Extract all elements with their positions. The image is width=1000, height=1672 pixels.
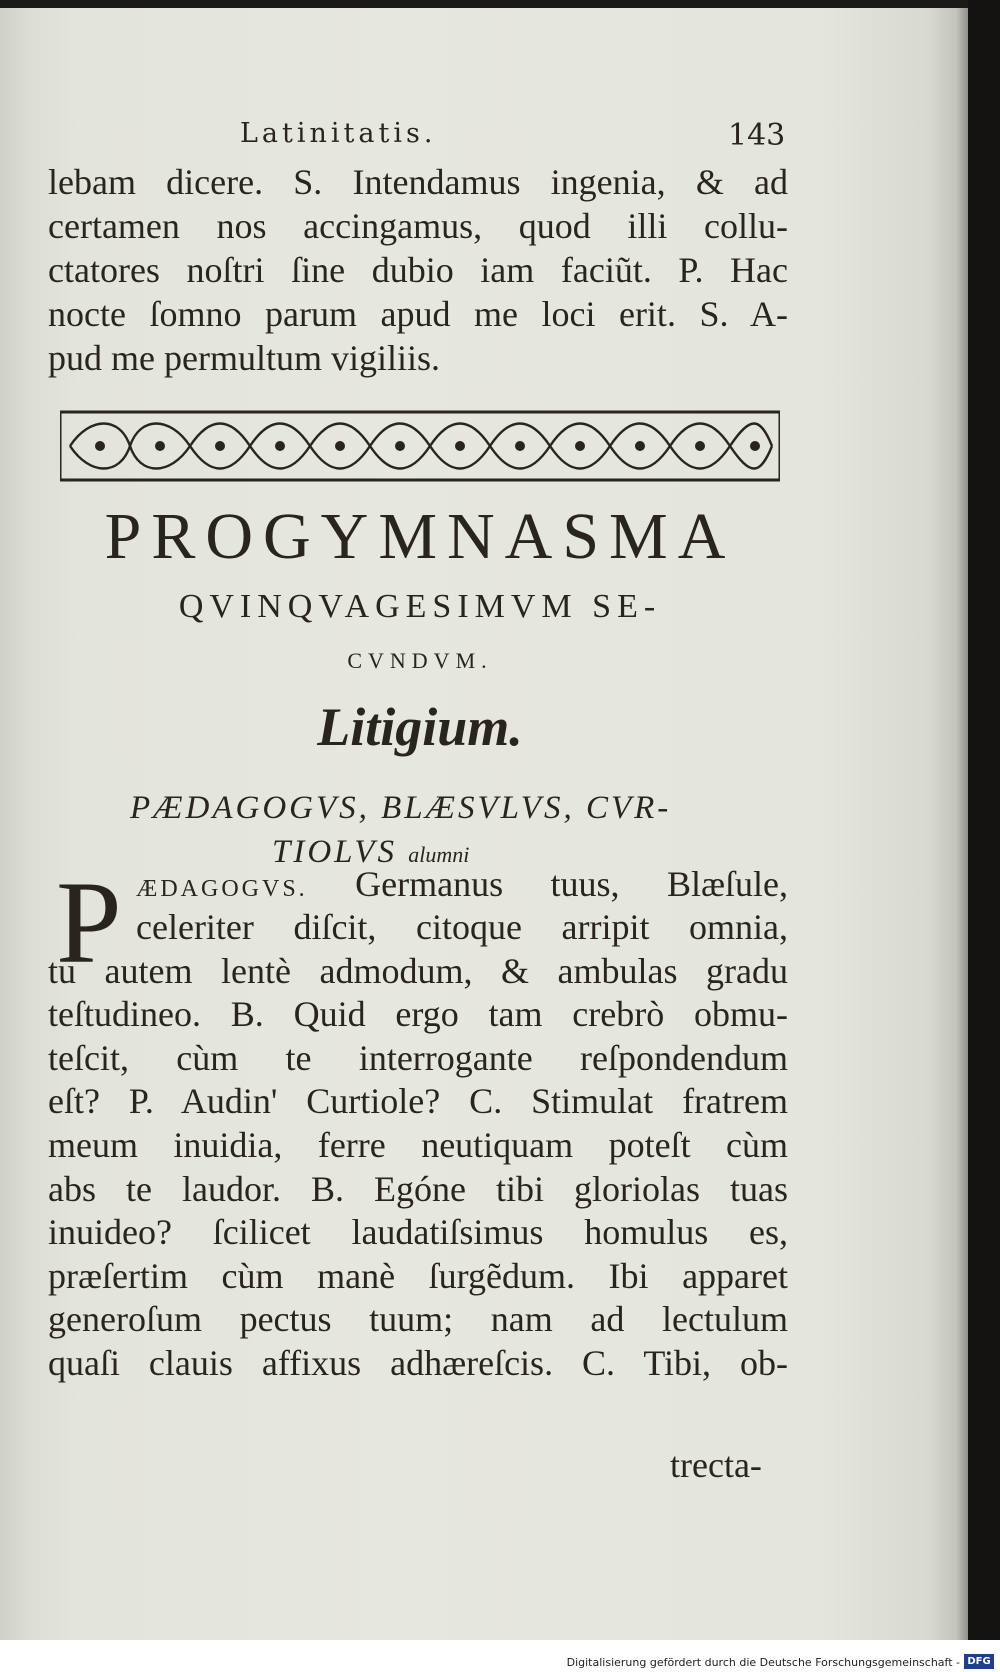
persons-names: TIOLVS xyxy=(272,834,397,870)
section-subtitle-1: QVINQVAGESIMVM SE- xyxy=(178,588,662,625)
body-first-line xyxy=(136,862,788,911)
body-text-line xyxy=(48,1210,788,1254)
body-text-line xyxy=(48,992,788,1036)
body-text-line xyxy=(48,1079,788,1123)
running-head: Latinitatis. xyxy=(240,118,437,149)
top-text-line xyxy=(48,204,788,248)
top-text-line xyxy=(48,292,788,336)
body-text-line xyxy=(48,1167,788,1211)
speaker-smallcaps: ÆDAGOGVS. xyxy=(136,876,308,902)
body-text-line-content: præſertim cùm manè ſurgẽdum. Ibi apparet xyxy=(48,1255,788,1296)
first-line-text: Germanus tuus, Blæſule, xyxy=(355,864,789,904)
footer-credit: Digitalisierung gefördert durch die Deutsche Forschungsgemeinschaft - xyxy=(566,1656,960,1669)
section-title: PROGYMNASMA xyxy=(104,500,736,573)
persons-note: alumni xyxy=(408,842,470,867)
top-text-line-content: pud me permultum vigiliis. xyxy=(48,338,440,378)
body-text-line xyxy=(48,1297,788,1341)
ornament-band xyxy=(60,410,780,482)
dramatis-personae-1: PÆDAGOGVS, BLÆSVLVS, CVR- xyxy=(130,790,672,826)
body-text-line xyxy=(48,1341,788,1385)
top-text-line xyxy=(48,160,788,204)
body-text-line-content: abs te laudor. B. Egóne tibi gloriolas tuas xyxy=(48,1168,788,1209)
body-text-line-content: eſt? P. Audin' Curtiole? C. Stimulat fratrem xyxy=(48,1081,788,1122)
body-text-line-content: quaſi clauis affixus adhæreſcis. C. Tibi, ob- xyxy=(48,1343,788,1383)
top-text-line xyxy=(48,248,788,292)
body-text-line-content: tu autem lentè admodum, & ambulas gradu xyxy=(48,950,788,991)
section-heading: Litigium. xyxy=(317,697,523,757)
body-text-line xyxy=(48,949,788,993)
body-text-line-content: generoſum pectus tuum; nam ad lectulum xyxy=(48,1299,788,1340)
drop-capital: P xyxy=(56,857,122,988)
top-text-line-content: lebam dicere. S. Intendamus ingenia, & ad xyxy=(48,162,788,202)
body-text-line-content: teſtudineo. B. Quid ergo tam crebrò obmu- xyxy=(48,994,788,1035)
top-text-line xyxy=(48,336,788,380)
body-text-line xyxy=(48,1254,788,1298)
body-text-line-content: inuideo? ſcilicet laudatiſsimus homulus es, xyxy=(48,1212,788,1253)
scan-top-edge xyxy=(0,0,1000,8)
body-text-line xyxy=(48,1123,788,1167)
page-number: 143 xyxy=(728,118,786,153)
top-text-line-content: ctatores noſtri ſine dubio iam faciũt. P. Hac xyxy=(48,250,788,290)
body-text-line-content: meum inuidia, ferre neutiquam poteſt cùm xyxy=(48,1125,788,1165)
body-text-line xyxy=(48,1036,788,1080)
dfg-logo: DFG xyxy=(964,1654,994,1669)
scan-right-edge xyxy=(968,0,1000,1640)
top-text-line-content: nocte ſomno parum apud me loci erit. S. A- xyxy=(48,294,788,334)
body-text-line xyxy=(136,905,788,949)
catchword: trecta- xyxy=(670,1445,762,1485)
section-subtitle-2: CVNDVM. xyxy=(347,648,493,673)
body-text-line-content: teſcit, cùm te interrogante reſpondendum xyxy=(48,1037,788,1078)
body-text-line-content: celeriter diſcit, citoque arripit omnia, xyxy=(136,907,788,947)
top-text-line-content: certamen nos accingamus, quod illi collu- xyxy=(48,206,788,246)
page-edge-shadow xyxy=(955,8,968,1640)
